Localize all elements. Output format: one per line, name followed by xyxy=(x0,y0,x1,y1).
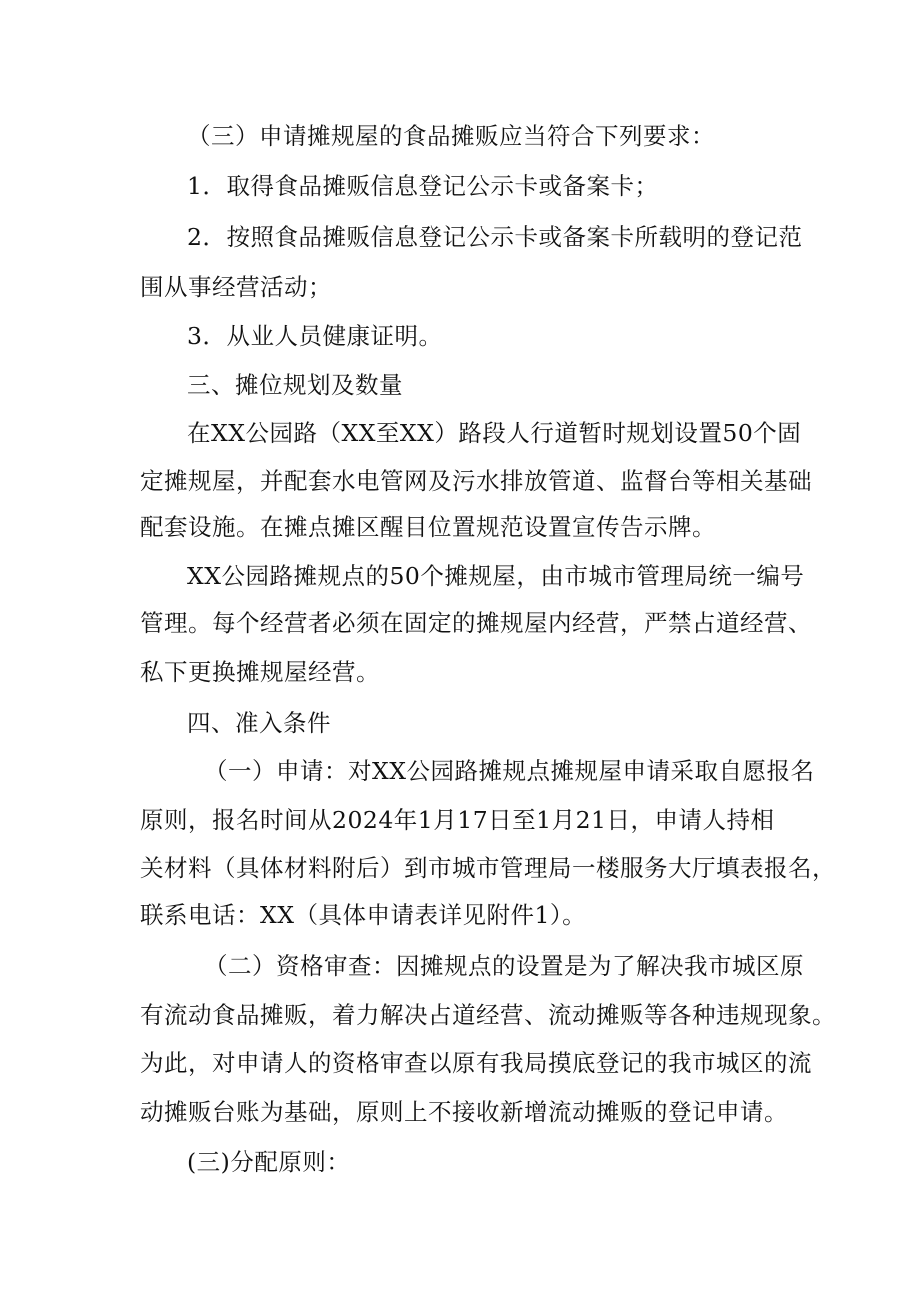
text-line: 私下更换摊规屋经营。 xyxy=(140,658,380,686)
text-line: 配套设施。在摊点摊区醒目位置规范设置宣传告示牌。 xyxy=(140,513,716,541)
text-line: 1．取得食品摊贩信息登记公示卡或备案卡； xyxy=(187,172,659,200)
text-line: 有流动食品摊贩，着力解决占道经营、流动摊贩等各种违规现象。 xyxy=(140,1001,836,1029)
section-heading: 四、准入条件 xyxy=(187,709,331,737)
text-line: 动摊贩台账为基础，原则上不接收新增流动摊贩的登记申请。 xyxy=(140,1098,788,1126)
text-line: XX公园路摊规点的50个摊规屋，由市城市管理局统一编号 xyxy=(187,562,805,590)
text-line: （二）资格审查：因摊规点的设置是为了解决我市城区原 xyxy=(204,952,804,980)
text-line: 为此，对申请人的资格审查以原有我局摸底登记的我市城区的流 xyxy=(140,1049,812,1077)
text-line: （一）申请：对XX公园路摊规点摊规屋申请采取自愿报名 xyxy=(204,757,815,785)
text-line: 定摊规屋，并配套水电管网及污水排放管道、监督台等相关基础 xyxy=(140,467,812,495)
text-line: 3．从业人员健康证明。 xyxy=(187,322,443,350)
text-line: 2．按照食品摊贩信息登记公示卡或备案卡所载明的登记范 xyxy=(187,223,803,251)
section-heading: (三)分配原则： xyxy=(187,1148,351,1176)
text-line: 围从事经营活动； xyxy=(140,273,332,301)
text-line: 关材料（具体材料附后）到市城市管理局一楼服务大厅填表报名， xyxy=(140,854,836,882)
text-line: （三）申请摊规屋的食品摊贩应当符合下列要求： xyxy=(187,122,715,150)
section-heading: 三、摊位规划及数量 xyxy=(187,371,403,399)
text-line: 在XX公园路（XX至XX）路段人行道暂时规划设置50个固 xyxy=(187,419,802,447)
text-line: 联系电话：XX（具体申请表详见附件1）。 xyxy=(140,901,587,929)
text-line: 管理。每个经营者必须在固定的摊规屋内经营，严禁占道经营、 xyxy=(140,609,812,637)
text-line: 原则，报名时间从2024年1月17日至1月21日，申请人持相 xyxy=(140,806,775,834)
